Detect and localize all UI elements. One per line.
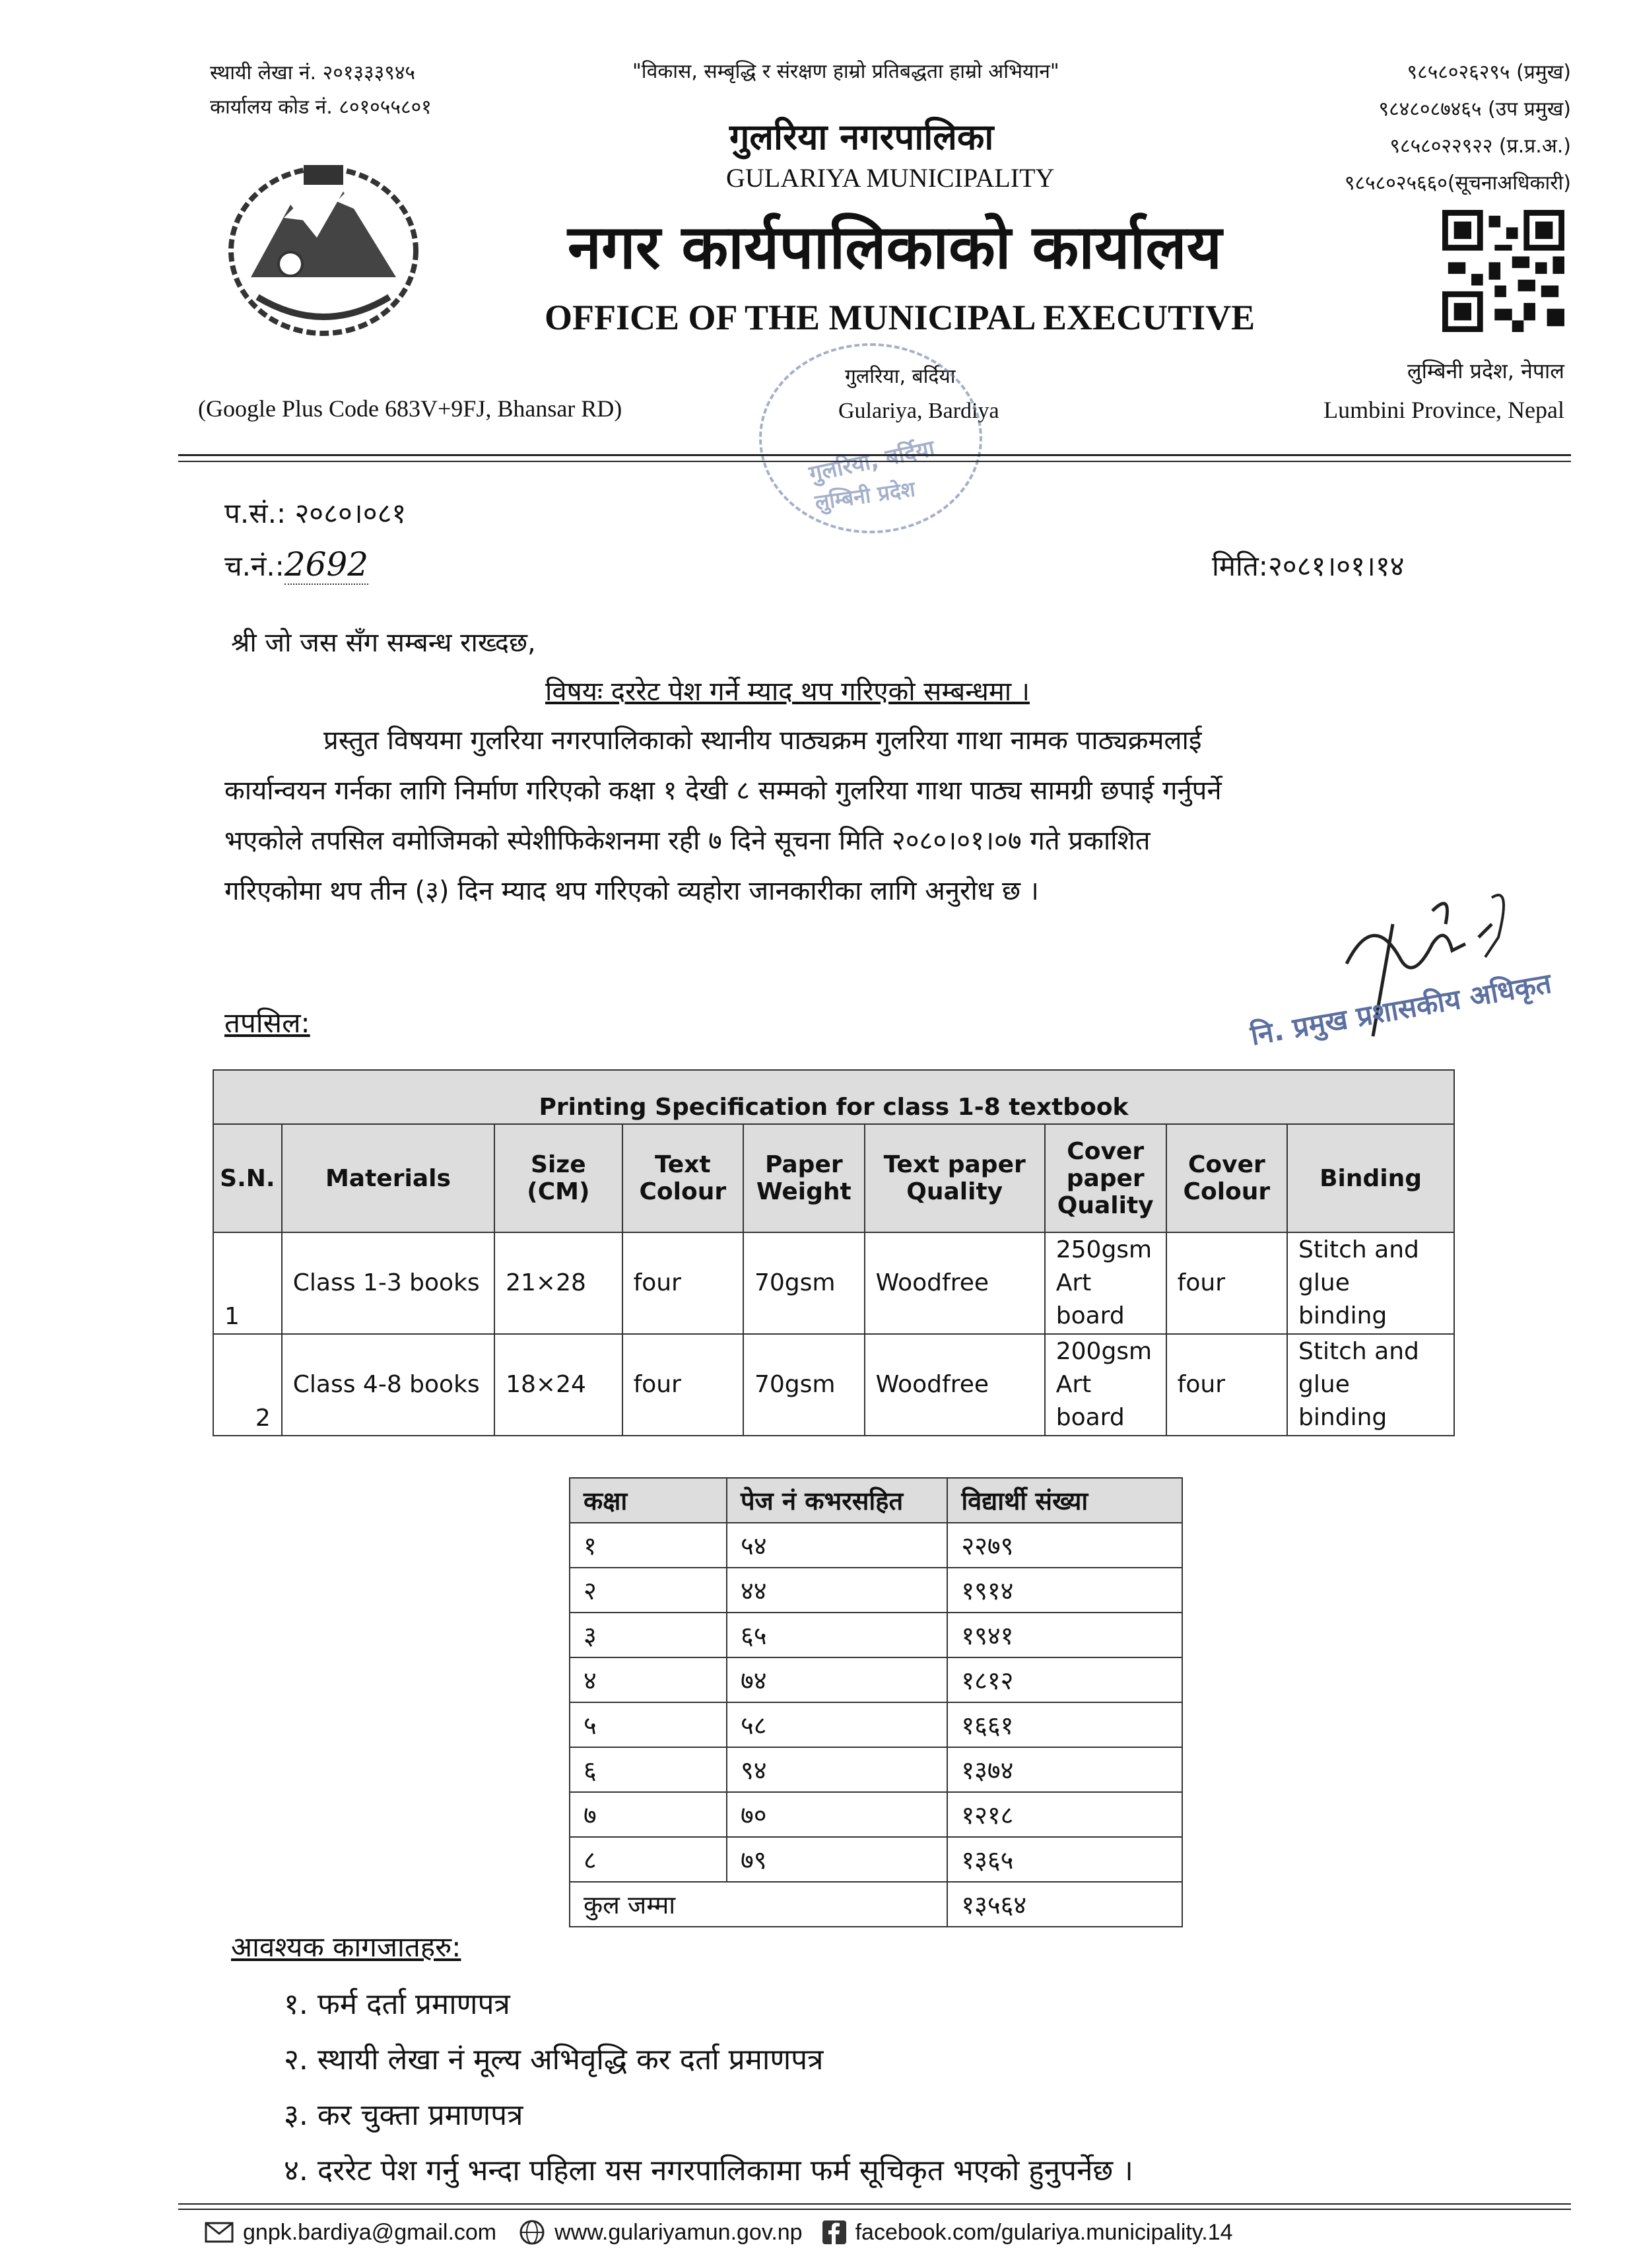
table-row — [570, 1702, 1182, 1747]
class-cell: ७ — [570, 1792, 727, 1837]
body-line-4: गरिएकोमा थप तीन (३) दिन म्याद थप गरिएको व्यहोरा जानकारीका लागि अनुरोध छ । — [224, 876, 1039, 906]
office-name-np: नगर कार्यपालिकाको कार्यालय — [568, 212, 1222, 283]
class-cell: ७४ — [727, 1657, 947, 1702]
spec-cell: 21×28 — [494, 1232, 622, 1334]
required-doc-item: ३. कर चुक्ता प्रमाणपत्र — [284, 2098, 523, 2132]
class-cell: ८ — [570, 1837, 727, 1882]
class-cell: ५४ — [727, 1523, 947, 1568]
table-row — [570, 1792, 1182, 1837]
class-pages-students-table — [569, 1477, 1183, 1927]
subject-line: विषयः दररेट पेश गर्ने म्याद थप गरिएको सम्बन्धमा । — [545, 677, 1030, 707]
footer-email[interactable]: gnpk.bardiya@gmail.com — [243, 2219, 497, 2245]
spec-cell: four — [622, 1232, 743, 1334]
spec-cell: Stitch and glue binding — [1287, 1334, 1454, 1436]
class-cell: १८१२ — [947, 1657, 1182, 1702]
class-cell: ६ — [570, 1747, 727, 1792]
spec-header-size: Size (CM) — [494, 1124, 622, 1232]
phone-info-officer: ९८५८०२५६६०(सूचनाअधिकारी) — [1344, 172, 1571, 195]
footer-facebook[interactable]: facebook.com/gulariya.municipality.14 — [855, 2219, 1233, 2245]
spec-cell: 1 — [213, 1232, 282, 1334]
spec-header-text-colour: Text Colour — [622, 1124, 743, 1232]
class-cell: १९४१ — [947, 1613, 1182, 1657]
spec-cell: 250gsm Art board — [1045, 1232, 1166, 1334]
dispatch-number — [224, 545, 368, 584]
spec-cell: Stitch and glue binding — [1287, 1232, 1454, 1334]
required-doc-item: २. स्थायी लेखा नं मूल्य अभिवृद्धि कर दर्ता प्रमाणपत्र — [284, 2043, 824, 2077]
total-value: १३५६४ — [947, 1882, 1182, 1927]
footer-divider-top — [178, 2203, 1571, 2205]
plus-code: (Google Plus Code 683V+9FJ, Bhansar RD) — [198, 395, 622, 422]
spec-header-text-paper-quality: Text paper Quality — [865, 1124, 1045, 1232]
municipality-name-en: GULARIYA MUNICIPALITY — [726, 163, 1055, 193]
footer-contacts — [205, 2219, 1233, 2246]
spec-header-materials: Materials — [282, 1124, 494, 1232]
print-spec-table — [213, 1069, 1455, 1436]
table-row — [213, 1334, 1454, 1436]
header-divider-top — [178, 454, 1571, 456]
office-code: कार्यालय कोड नं. ८०१०५५८०१ — [210, 96, 432, 119]
letter-date: मिति:२०८१।०१।१४ — [1212, 550, 1405, 582]
class-cell: ३ — [570, 1613, 727, 1657]
spec-header-paper-weight: Paper Weight — [743, 1124, 865, 1232]
table-row — [213, 1232, 1454, 1334]
class-cell: १९१४ — [947, 1568, 1182, 1613]
nepal-emblem-icon — [211, 145, 436, 350]
spec-header-cover-colour: Cover Colour — [1166, 1124, 1287, 1232]
spec-cell: Woodfree — [865, 1334, 1045, 1436]
phone-list — [1345, 54, 1571, 202]
footer-website[interactable]: www.gulariyamun.gov.np — [554, 2219, 803, 2245]
spec-cell: 70gsm — [743, 1334, 865, 1436]
dispatch-number-value: 2692 — [284, 545, 369, 584]
spec-cell: Class 4-8 books — [282, 1334, 494, 1436]
spec-cell: Class 1-3 books — [282, 1232, 494, 1334]
address-np: गुलरिया, बर्दिया — [845, 365, 956, 388]
email-icon — [205, 2222, 234, 2243]
province-en: Lumbini Province, Nepal — [1323, 397, 1564, 423]
municipality-name-np: गुलरिया नगरपालिका — [729, 116, 994, 158]
body-line-2: कार्यान्वयन गर्नका लागि निर्माण गरिएको कक्षा १ देखी ८ सम्मको गुलरिया गाथा पाठ्य सामग्री छपाई गर्नुपर्ने — [224, 776, 1222, 806]
class-cell: २२७९ — [947, 1523, 1182, 1568]
class-cell: १३६५ — [947, 1837, 1182, 1882]
slogan: "विकास, सम्बृद्धि र संरक्षण हाम्रो प्रतिबद्धता हाम्रो अभियान" — [632, 60, 1059, 83]
class-cell: ४ — [570, 1657, 727, 1702]
reference-number: प.सं.: २०८०।०८१ — [224, 497, 407, 529]
table-row — [570, 1523, 1182, 1568]
required-docs-heading: आवश्यक कागजातहरु: — [231, 1931, 461, 1963]
spec-cell: four — [1166, 1232, 1287, 1334]
body-line-3: भएकोले तपसिल वमोजिमको स्पेशीफिकेशनमा रही ७ दिने सूचना मिति २०८०।०१।०७ गते प्रकाशित — [224, 826, 1151, 856]
total-label: कुल जम्मा — [570, 1882, 947, 1927]
spec-cell: 18×24 — [494, 1334, 622, 1436]
class-cell: १३७४ — [947, 1747, 1182, 1792]
spec-header-sn: S.N. — [213, 1124, 282, 1232]
spec-cell: 2 — [213, 1334, 282, 1436]
address-en: Gulariya, Bardiya — [838, 399, 999, 423]
class-cell: ९४ — [727, 1747, 947, 1792]
class-cell: ६५ — [727, 1613, 947, 1657]
class-cell: ५ — [570, 1702, 727, 1747]
class-cell: १२१८ — [947, 1792, 1182, 1837]
class-cell: ५८ — [727, 1702, 947, 1747]
qr-code-icon — [1442, 210, 1564, 332]
class-cell: १६६१ — [947, 1702, 1182, 1747]
spec-cell: 200gsm Art board — [1045, 1334, 1166, 1436]
spec-cell: four — [622, 1334, 743, 1436]
table-row — [570, 1747, 1182, 1792]
class-header-grade: कक्षा — [570, 1478, 727, 1523]
footer-divider-bottom — [178, 2209, 1571, 2210]
class-cell: ७९ — [727, 1837, 947, 1882]
tapsil-label: तपसिल: — [224, 1007, 310, 1039]
office-stamp — [759, 343, 982, 533]
spec-cell: four — [1166, 1334, 1287, 1436]
signatory-designation-stamp: नि. प्रमुख प्रशासकीय अधिकृत — [1248, 966, 1554, 1052]
header-divider-bottom — [178, 461, 1571, 462]
class-cell: ४४ — [727, 1568, 947, 1613]
pan-number: स्थायी लेखा नं. २०१३३३९४५ — [210, 61, 416, 84]
phone-mayor: ९८५८०२६२९५ (प्रमुख) — [1407, 61, 1571, 84]
facebook-icon — [822, 2220, 846, 2244]
dispatch-number-label: च.नं.: — [224, 550, 284, 582]
required-doc-item: ४. दररेट पेश गर्नु भन्दा पहिला यस नगरपालिकामा फर्म सूचिकृत भएको हुनुपर्नेछ । — [284, 2154, 1133, 2187]
office-name-en: OFFICE OF THE MUNICIPAL EXECUTIVE — [545, 298, 1255, 337]
class-header-students: विद्यार्थी संख्या — [947, 1478, 1182, 1523]
required-doc-item: १. फर्म दर्ता प्रमाणपत्र — [284, 1987, 510, 2021]
spec-header-cover-paper-quality: Cover paper Quality — [1045, 1124, 1166, 1232]
salutation: श्री जो जस सँग सम्बन्ध राख्दछ, — [231, 628, 536, 658]
table-row — [570, 1613, 1182, 1657]
class-cell: २ — [570, 1568, 727, 1613]
spec-header-binding: Binding — [1287, 1124, 1454, 1232]
class-cell: ७० — [727, 1792, 947, 1837]
spec-cell: Woodfree — [865, 1232, 1045, 1334]
spec-table-title: Printing Specification for class 1-8 textbook — [213, 1070, 1454, 1124]
province-np: लुम्बिनी प्रदेश, नेपाल — [1407, 358, 1564, 384]
table-row — [570, 1568, 1182, 1613]
class-cell: १ — [570, 1523, 727, 1568]
phone-deputy-mayor: ९८४८०८७४६५ (उप प्रमुख) — [1378, 98, 1571, 121]
globe-icon — [519, 2219, 545, 2246]
phone-cao: ९८५८०२२९२२ (प्र.प्र.अ.) — [1389, 135, 1571, 158]
total-row — [570, 1882, 1182, 1927]
spec-cell: 70gsm — [743, 1232, 865, 1334]
table-row — [570, 1657, 1182, 1702]
stamp-text-province: लुम्बिनी प्रदेश — [813, 476, 917, 516]
table-row — [570, 1837, 1182, 1882]
class-header-pages: पेज नं कभरसहित — [727, 1478, 947, 1523]
body-line-1: प्रस्तुत विषयमा गुलरिया नगरपालिकाको स्थानीय पाठ्यक्रम गुलरिया गाथा नामक पाठ्यक्रमलाई — [323, 725, 1202, 756]
